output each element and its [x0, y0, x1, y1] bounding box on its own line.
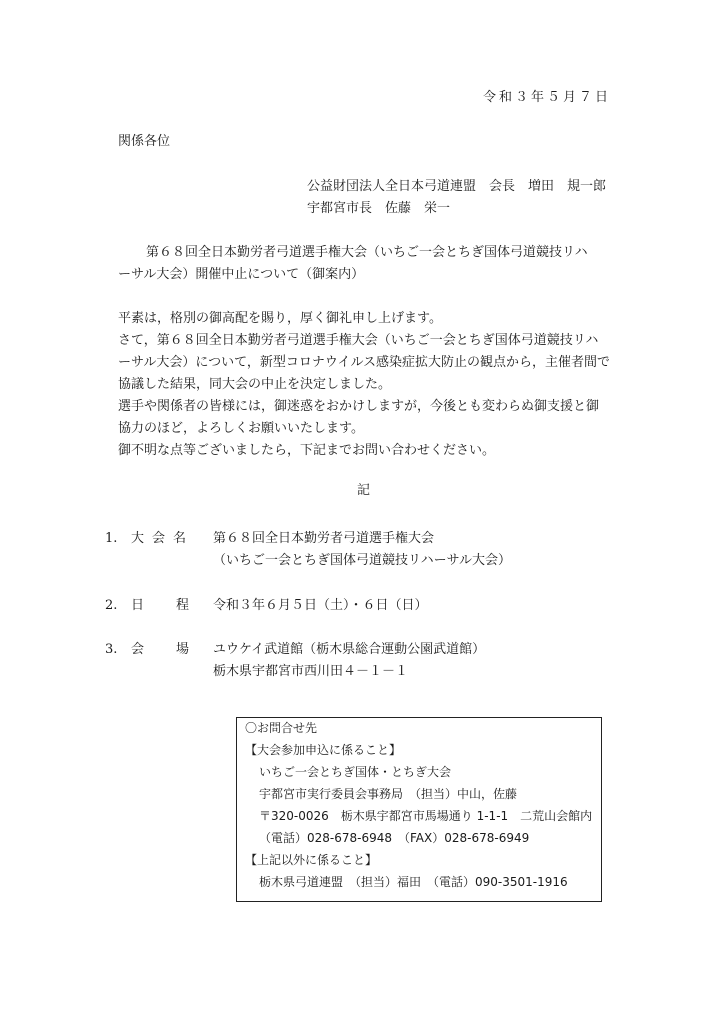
body-paragraph-line: ーサル大会）について，新型コロナウイルス感染症拡大防止の観点から，主催者間で [118, 355, 611, 370]
contact-office-1: 宇都宮市実行委員会事務局 （担当）中山，佐藤 [259, 787, 518, 801]
document-date: 令和３年５月７日 [482, 90, 611, 105]
body-paragraph-line: さて，第６８回全日本勤労者弓道選手権大会（いちご一会とちぎ国体弓道競技リハ [118, 333, 599, 348]
item-2-number: 2. [105, 598, 118, 613]
addressee: 関係各位 [118, 134, 171, 149]
item-1-value-2: （いちご一会とちぎ国体弓道競技リハーサル大会） [213, 553, 511, 568]
document-title-line-2: ーサル大会）開催中止について（御案内） [118, 267, 365, 282]
body-paragraph-line: 平素は，格別の御高配を賜り，厚く御礼申し上げます。 [118, 311, 442, 326]
contact-org-1: いちご一会とちぎ国体・とちぎ大会 [259, 765, 452, 779]
item-3-label: 会場 [131, 642, 222, 657]
item-2-label: 日程 [131, 598, 222, 613]
item-1-value: 第６８回全日本勤労者弓道選手権大会 [213, 531, 435, 546]
item-2-value: 令和３年６月５日（土）・６日（日） [213, 598, 428, 613]
item-1-label: 大会名 [131, 531, 195, 546]
item-3-number: 3. [105, 642, 118, 657]
body-paragraph-line: 協議した結果，同大会の中止を決定しました。 [118, 377, 392, 392]
item-3-value-2: 栃木県宇都宮市西川田４－１－１ [213, 664, 409, 679]
contact-info-box [236, 717, 602, 902]
contact-org-2: 栃木県弓道連盟 （担当）福田 （電話）090-3501-1916 [259, 875, 568, 889]
body-paragraph-line: 御不明な点等ございましたら，下記までお問い合わせください。 [118, 443, 496, 458]
body-paragraph-line: 協力のほど，よろしくお願いいたします。 [118, 421, 364, 436]
sender-line-1: 公益財団法人全日本弓道連盟 会長 増田 規一郎 [307, 179, 607, 194]
sender-line-2: 宇都宮市長 佐藤 栄一 [307, 201, 451, 216]
ki-heading: 記 [357, 483, 371, 498]
contact-section-1-title: 【大会参加申込に係ること】 [245, 743, 402, 757]
item-1-number: 1. [105, 531, 118, 546]
contact-heading: 〇お問合せ先 [245, 721, 318, 735]
contact-address-1: 〒320-0026 栃木県宇都宮市馬場通り 1-1-1 二荒山会館内 [259, 809, 593, 823]
contact-phone-1: （電話）028-678-6948 （FAX）028-678-6949 [259, 831, 530, 845]
item-3-value: ユウケイ武道館（栃木県総合運動公園武道館） [213, 642, 486, 657]
body-paragraph-line: 選手や関係者の皆様には，御迷惑をおかけしますが，今後とも変わらぬ御支援と御 [118, 399, 600, 414]
contact-section-2-title: 【上記以外に係ること】 [245, 853, 378, 867]
document-title-line-1: 第６８回全日本勤労者弓道選手権大会（いちご一会とちぎ国体弓道競技リハ [146, 245, 588, 260]
